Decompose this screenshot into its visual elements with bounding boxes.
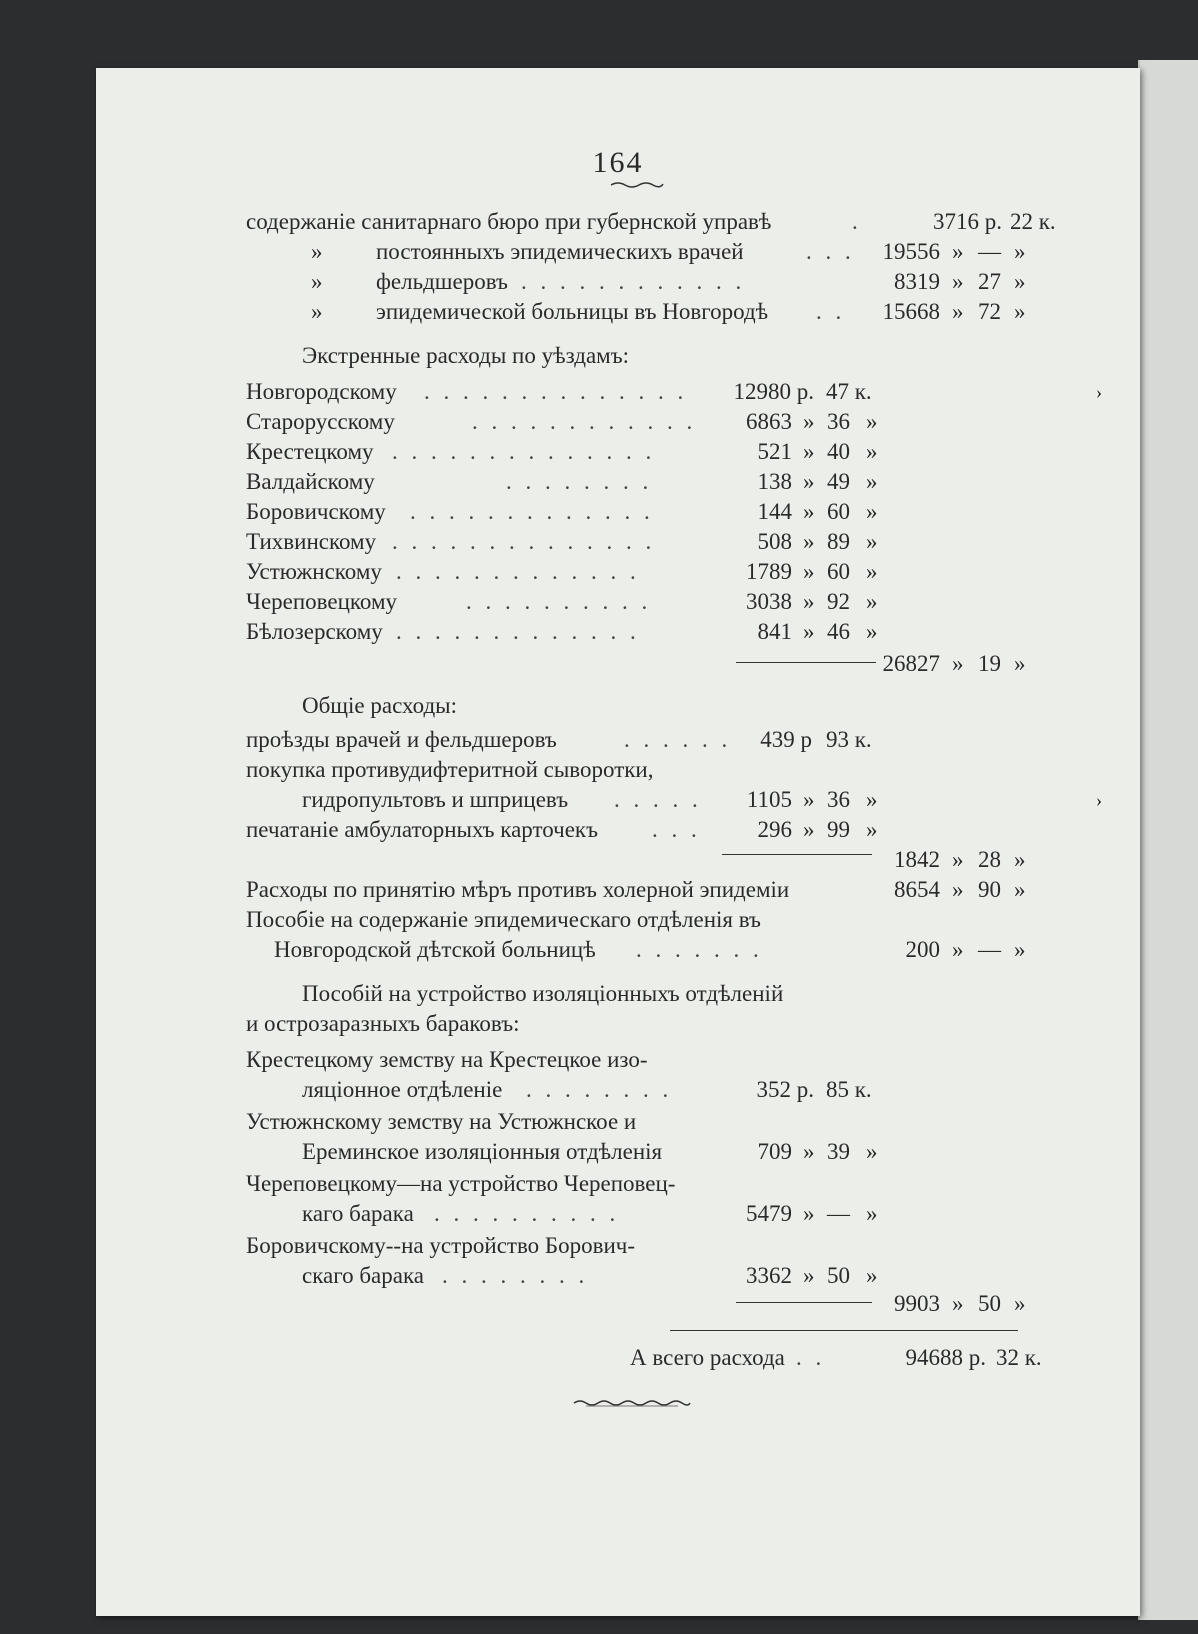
row-label: Крестецкому	[246, 439, 374, 464]
adjacent-cover-edge	[1138, 60, 1198, 1620]
row-label: печатаніе амбулаторныхъ карточекъ	[246, 817, 598, 842]
book-page	[96, 68, 1140, 1616]
row-quote: »	[866, 469, 878, 494]
row-label: эпидемической больницы въ Новгородѣ	[376, 299, 769, 324]
row-quote: »	[866, 619, 878, 644]
row-kopecks: 36	[827, 409, 850, 434]
row-ereminskoe-isolation	[96, 1136, 1140, 1168]
margin-mark-icon: ›	[1096, 382, 1102, 402]
row-quote: »	[803, 1201, 815, 1226]
row-amount: 5479	[746, 1201, 792, 1226]
row-kopecks: 32 к.	[996, 1345, 1042, 1370]
row-kopecks: 89	[827, 529, 850, 554]
row-amount: 9903	[894, 1291, 940, 1316]
row-grand-total	[96, 1342, 1140, 1374]
row-label: Расходы по принятію мѣръ противъ холерной эпидеміи	[246, 877, 790, 902]
row-label: Новгородской дѣтской больницѣ	[274, 937, 596, 962]
row-quote: »	[1014, 239, 1026, 264]
row-quote: »	[952, 937, 964, 962]
heading-text: Пособій на устройство изоляціонныхъ отдѣленій	[302, 981, 784, 1006]
row-district-tikhvin	[96, 526, 1140, 558]
row-label: скаго барака	[302, 1263, 425, 1288]
row-kopecks: —	[978, 937, 1001, 962]
row-quote: »	[1014, 847, 1026, 872]
row-quote: »	[1014, 877, 1026, 902]
row-kopecks: 28	[978, 847, 1001, 872]
row-amount: 439 р	[760, 727, 812, 752]
row-amount: 1842	[894, 847, 940, 872]
row-dots: . . . . . . . . . . . . .	[396, 559, 640, 584]
row-district-krestsy	[96, 436, 1140, 468]
row-district-novgorod	[96, 376, 1140, 408]
row-quote: »	[803, 499, 815, 524]
row-quote: »	[1014, 651, 1026, 676]
row-label: Череповецкому	[246, 589, 398, 614]
row-dots: . . . . . . . . . . . . .	[396, 619, 640, 644]
row-dots: . . . . . . . . . . . .	[472, 409, 697, 434]
row-district-ustyuzhna	[96, 556, 1140, 588]
row-quote: »	[803, 589, 815, 614]
row-kopecks: 22 к.	[1010, 209, 1056, 234]
row-dots: . . . . .	[614, 787, 702, 812]
row-ustyuzhna-zemstvo	[96, 1106, 1140, 1138]
row-kopecks: 47 к.	[826, 379, 872, 404]
row-label: Крестецкому земству на Крестецкое изо-	[246, 1047, 648, 1072]
row-dots: . . .	[652, 817, 701, 842]
row-label: Тихвинскому	[246, 529, 377, 554]
row-cherepovets-barrack-cont	[96, 1198, 1140, 1230]
ditto-mark: »	[311, 239, 323, 264]
heading-text: и острозаразныхъ бараковъ:	[246, 1011, 520, 1036]
row-quote: »	[866, 1139, 878, 1164]
row-amount: 12980 р.	[733, 379, 814, 404]
row-dots: . . . . . . . . . . . . . .	[392, 529, 656, 554]
row-dots: . . . . . . . . . . . . .	[410, 499, 654, 524]
row-quote: »	[803, 1139, 815, 1164]
row-amount: 15668	[882, 299, 940, 324]
row-amount: 709	[757, 1139, 792, 1164]
row-serum-purchase	[96, 754, 1140, 786]
row-dots: .	[852, 209, 862, 234]
row-quote: »	[803, 469, 815, 494]
row-district-borovichi	[96, 496, 1140, 528]
row-krestsy-isolation	[96, 1074, 1140, 1106]
row-dots: . . . . . . .	[636, 937, 763, 962]
section-heading-general	[96, 690, 1140, 722]
row-quote: »	[866, 589, 878, 614]
row-district-belozersk	[96, 616, 1140, 648]
row-epidemic-doctors	[96, 236, 1140, 268]
row-amount: 508	[757, 529, 792, 554]
row-kopecks: 50	[978, 1291, 1001, 1316]
row-label: каго барака	[302, 1201, 414, 1226]
row-quote: »	[803, 559, 815, 584]
row-label: Устюжнскому	[246, 559, 382, 584]
row-districts-subtotal	[96, 648, 1140, 680]
row-amount: 1789	[746, 559, 792, 584]
row-kopecks: 27	[978, 269, 1001, 294]
row-hydropults	[96, 784, 1140, 816]
section-heading-isolation-cont	[96, 1008, 1140, 1040]
row-kopecks: 60	[827, 559, 850, 584]
row-label: содержаніе санитарнаго бюро при губернской управѣ	[246, 209, 772, 234]
row-kopecks: 72	[978, 299, 1001, 324]
row-quote: »	[952, 1291, 964, 1316]
row-label: проѣзды врачей и фельдшеровъ	[246, 727, 557, 752]
row-label: А всего расхода	[630, 1345, 785, 1370]
row-kopecks: 90	[978, 877, 1001, 902]
heading-text: Экстренные расходы по уѣздамъ:	[302, 343, 630, 368]
row-label: постоянныхъ эпидемическихъ врачей	[376, 239, 744, 264]
row-quote: »	[952, 299, 964, 324]
row-kopecks: 49	[827, 469, 850, 494]
row-amount: 144	[757, 499, 792, 524]
row-dots: . . . . . . . . . . . .	[521, 269, 746, 294]
row-bureau	[96, 206, 1140, 238]
row-cherepovets-barrack	[96, 1168, 1140, 1200]
row-amount: 8319	[894, 269, 940, 294]
row-amount: 3716 р.	[933, 209, 1002, 234]
row-quote: »	[803, 787, 815, 812]
row-label: Валдайскому	[246, 469, 375, 494]
row-district-staraya-russa	[96, 406, 1140, 438]
row-label: ляціонное отдѣленіе	[302, 1077, 503, 1102]
row-label: Устюжнскому земству на Устюжнское и	[246, 1109, 637, 1134]
row-quote: »	[1014, 1291, 1026, 1316]
section-heading-isolation	[96, 978, 1140, 1010]
row-quote: »	[952, 847, 964, 872]
row-quote: »	[952, 269, 964, 294]
row-label: Бѣлозерскому	[246, 619, 383, 644]
row-dots: . .	[796, 1345, 826, 1370]
row-quote: »	[803, 817, 815, 842]
row-kopecks: —	[978, 239, 1001, 264]
row-dots: . . . . . . . .	[526, 1077, 673, 1102]
row-isolation-subtotal	[96, 1288, 1140, 1320]
row-kopecks: —	[827, 1201, 850, 1226]
row-amount: 352 р.	[756, 1077, 814, 1102]
row-amount: 3362	[746, 1263, 792, 1288]
row-quote: »	[1014, 269, 1026, 294]
row-amount: 19556	[882, 239, 940, 264]
row-children-hospital	[96, 934, 1140, 966]
row-kopecks: 39	[827, 1139, 850, 1164]
row-label: Череповецкому—на устройство Череповец-	[246, 1171, 676, 1196]
page-number: 164	[592, 146, 644, 179]
row-cholera	[96, 874, 1140, 906]
row-feldshers	[96, 266, 1140, 298]
row-dots: . . . . . . . .	[506, 469, 653, 494]
row-quote: »	[952, 651, 964, 676]
row-quote: »	[1014, 299, 1026, 324]
row-quote: »	[803, 409, 815, 434]
ditto-mark: »	[311, 269, 323, 294]
row-quote: »	[952, 239, 964, 264]
row-amount: 1105	[746, 787, 792, 812]
row-label: Ереминское изоляціонныя отдѣленія	[302, 1139, 663, 1164]
row-kopecks: 85 к.	[826, 1077, 872, 1102]
row-borovichi-barrack	[96, 1230, 1140, 1262]
row-general-subtotal	[96, 844, 1140, 876]
row-dots: . . . . . . . . . . . . . .	[424, 379, 688, 404]
row-amount: 26827	[882, 651, 940, 676]
row-amount: 6863	[746, 409, 792, 434]
row-travel	[96, 724, 1140, 756]
row-quote: »	[866, 817, 878, 842]
row-amount: 94688 р.	[905, 1345, 986, 1370]
section-heading-extraordinary	[96, 340, 1140, 372]
row-dots: . .	[816, 299, 846, 324]
row-amount: 296	[757, 817, 792, 842]
row-district-cherepovets	[96, 586, 1140, 618]
row-quote: »	[866, 1201, 878, 1226]
row-quote: »	[952, 877, 964, 902]
row-epidemic-hospital	[96, 296, 1140, 328]
heading-text: Общіе расходы:	[302, 693, 457, 718]
row-amount: 200	[905, 937, 940, 962]
row-amount: 8654	[894, 877, 940, 902]
row-quote: »	[866, 1263, 878, 1288]
row-label: покупка противудифтеритной сыворотки,	[246, 757, 654, 782]
row-label: Пособіе на содержаніе эпидемическаго отдѣленія въ	[246, 907, 761, 932]
row-district-valday	[96, 466, 1140, 498]
margin-mark-icon: ›	[1096, 790, 1102, 810]
row-label: Боровичскому	[246, 499, 386, 524]
row-amount: 841	[757, 619, 792, 644]
row-dots: . . . . . . . .	[442, 1263, 589, 1288]
row-quote: »	[866, 409, 878, 434]
row-kopecks: 50	[827, 1263, 850, 1288]
row-amount: 3038	[746, 589, 792, 614]
row-label: Боровичскому--на устройство Борович-	[246, 1233, 636, 1258]
row-quote: »	[866, 787, 878, 812]
row-kopecks: 60	[827, 499, 850, 524]
row-quote: »	[803, 1263, 815, 1288]
row-dots: . . . . . . . . . . . . . .	[392, 439, 656, 464]
row-quote: »	[1014, 937, 1026, 962]
row-quote: »	[803, 439, 815, 464]
row-dots: . . .	[806, 239, 855, 264]
header-ornament-icon	[609, 180, 665, 188]
row-label: Старорусскому	[246, 409, 395, 434]
row-kopecks: 92	[827, 589, 850, 614]
row-krestsy-zemstvo	[96, 1044, 1140, 1076]
grand-total-rule	[670, 1330, 1018, 1331]
row-label: фельдшеровъ	[376, 269, 508, 294]
row-quote: »	[803, 619, 815, 644]
row-cards-printing	[96, 814, 1140, 846]
row-quote: »	[803, 529, 815, 554]
ditto-mark: »	[311, 299, 323, 324]
row-quote: »	[866, 439, 878, 464]
row-kopecks: 19	[978, 651, 1001, 676]
row-dots: . . . . . .	[624, 727, 732, 752]
row-label: Новгородскому	[246, 379, 397, 404]
row-quote: »	[866, 499, 878, 524]
row-dots: . . . . . . . . . .	[434, 1201, 620, 1226]
row-kopecks: 99	[827, 817, 850, 842]
row-amount: 521	[757, 439, 792, 464]
row-kopecks: 46	[827, 619, 850, 644]
row-kopecks: 40	[827, 439, 850, 464]
row-amount: 138	[757, 469, 792, 494]
row-kopecks: 36	[827, 787, 850, 812]
footer-ornament-icon	[572, 1398, 692, 1408]
row-quote: »	[866, 559, 878, 584]
row-allowance	[96, 904, 1140, 936]
row-quote: »	[866, 529, 878, 554]
row-label: гидропультовъ и шприцевъ	[302, 787, 569, 812]
row-dots: . . . . . . . . . .	[466, 589, 652, 614]
row-kopecks: 93 к.	[826, 727, 872, 752]
